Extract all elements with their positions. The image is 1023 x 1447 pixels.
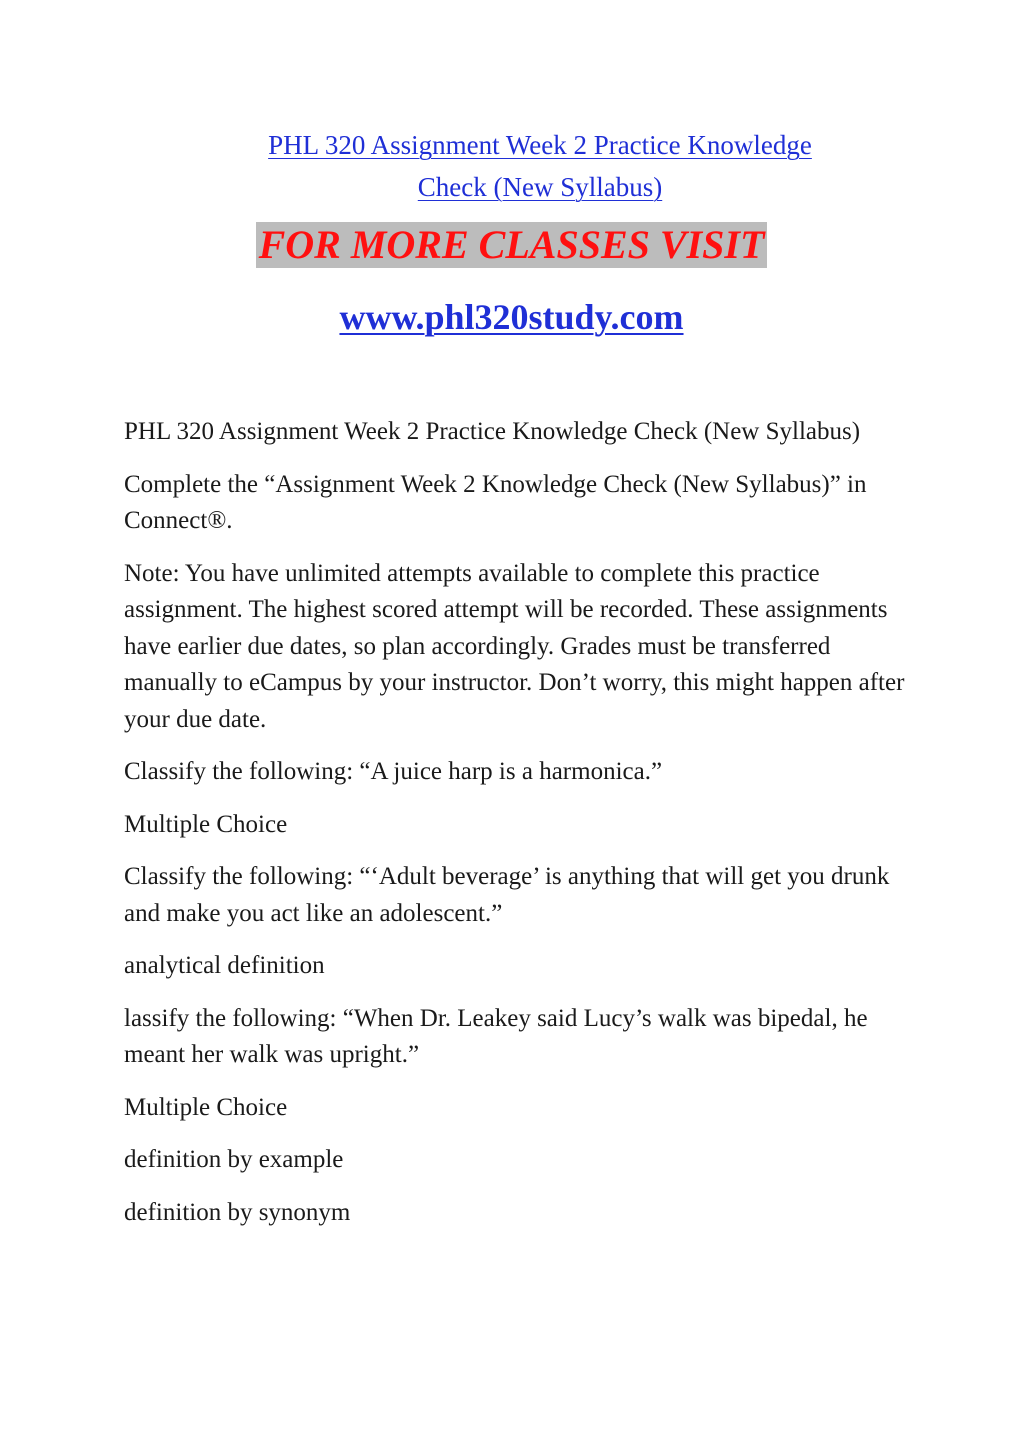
paragraph-option-2: definition by synonym [124,1198,351,1226]
paragraph-question-1: Classify the following: “A juice harp is a harmonica.” [124,758,663,785]
paragraph-question-3: lassify the following: “When Dr. Leakey said Lucy’s walk was bipedal, he meant her walk was upright.” [124,1004,868,1068]
paragraph-note: Note: You have unlimited attempts available to complete this practice assignment. The highest scored attempt will be recorded. These assignments have earlier due dates, so plan accordingly. Grades must be transferred manually to eCampus by your instructor. Don’t worry, this might happen after your due date. [124,559,905,733]
paragraph-answer-type-1: Multiple Choice [124,810,288,838]
title-line-1: PHL 320 Assignment Week 2 Practice Knowledge [268,130,812,160]
paragraph-answer-type-3: Multiple Choice [124,1093,288,1121]
paragraph-instructions: Complete the “Assignment Week 2 Knowledge Check (New Syllabus)” in Connect®. [124,470,867,534]
title-link[interactable] [120,124,960,208]
promo-banner: FOR MORE CLASSES VISIT [256,222,768,268]
website-link[interactable]: www.phl320study.com [339,297,684,337]
banner-container [0,222,1023,268]
title-line-2: Check (New Syllabus) [417,172,663,202]
document-body [124,414,914,1247]
paragraph-option-1: definition by example [124,1146,344,1173]
paragraph-question-2: Classify the following: “‘Adult beverage’ is anything that will get you drunk and make you act like an adolescent.” [124,863,890,927]
paragraph-answer-2: analytical definition [124,952,325,979]
paragraph-course-title: PHL 320 Assignment Week 2 Practice Knowledge Check (New Syllabus) [124,418,861,445]
